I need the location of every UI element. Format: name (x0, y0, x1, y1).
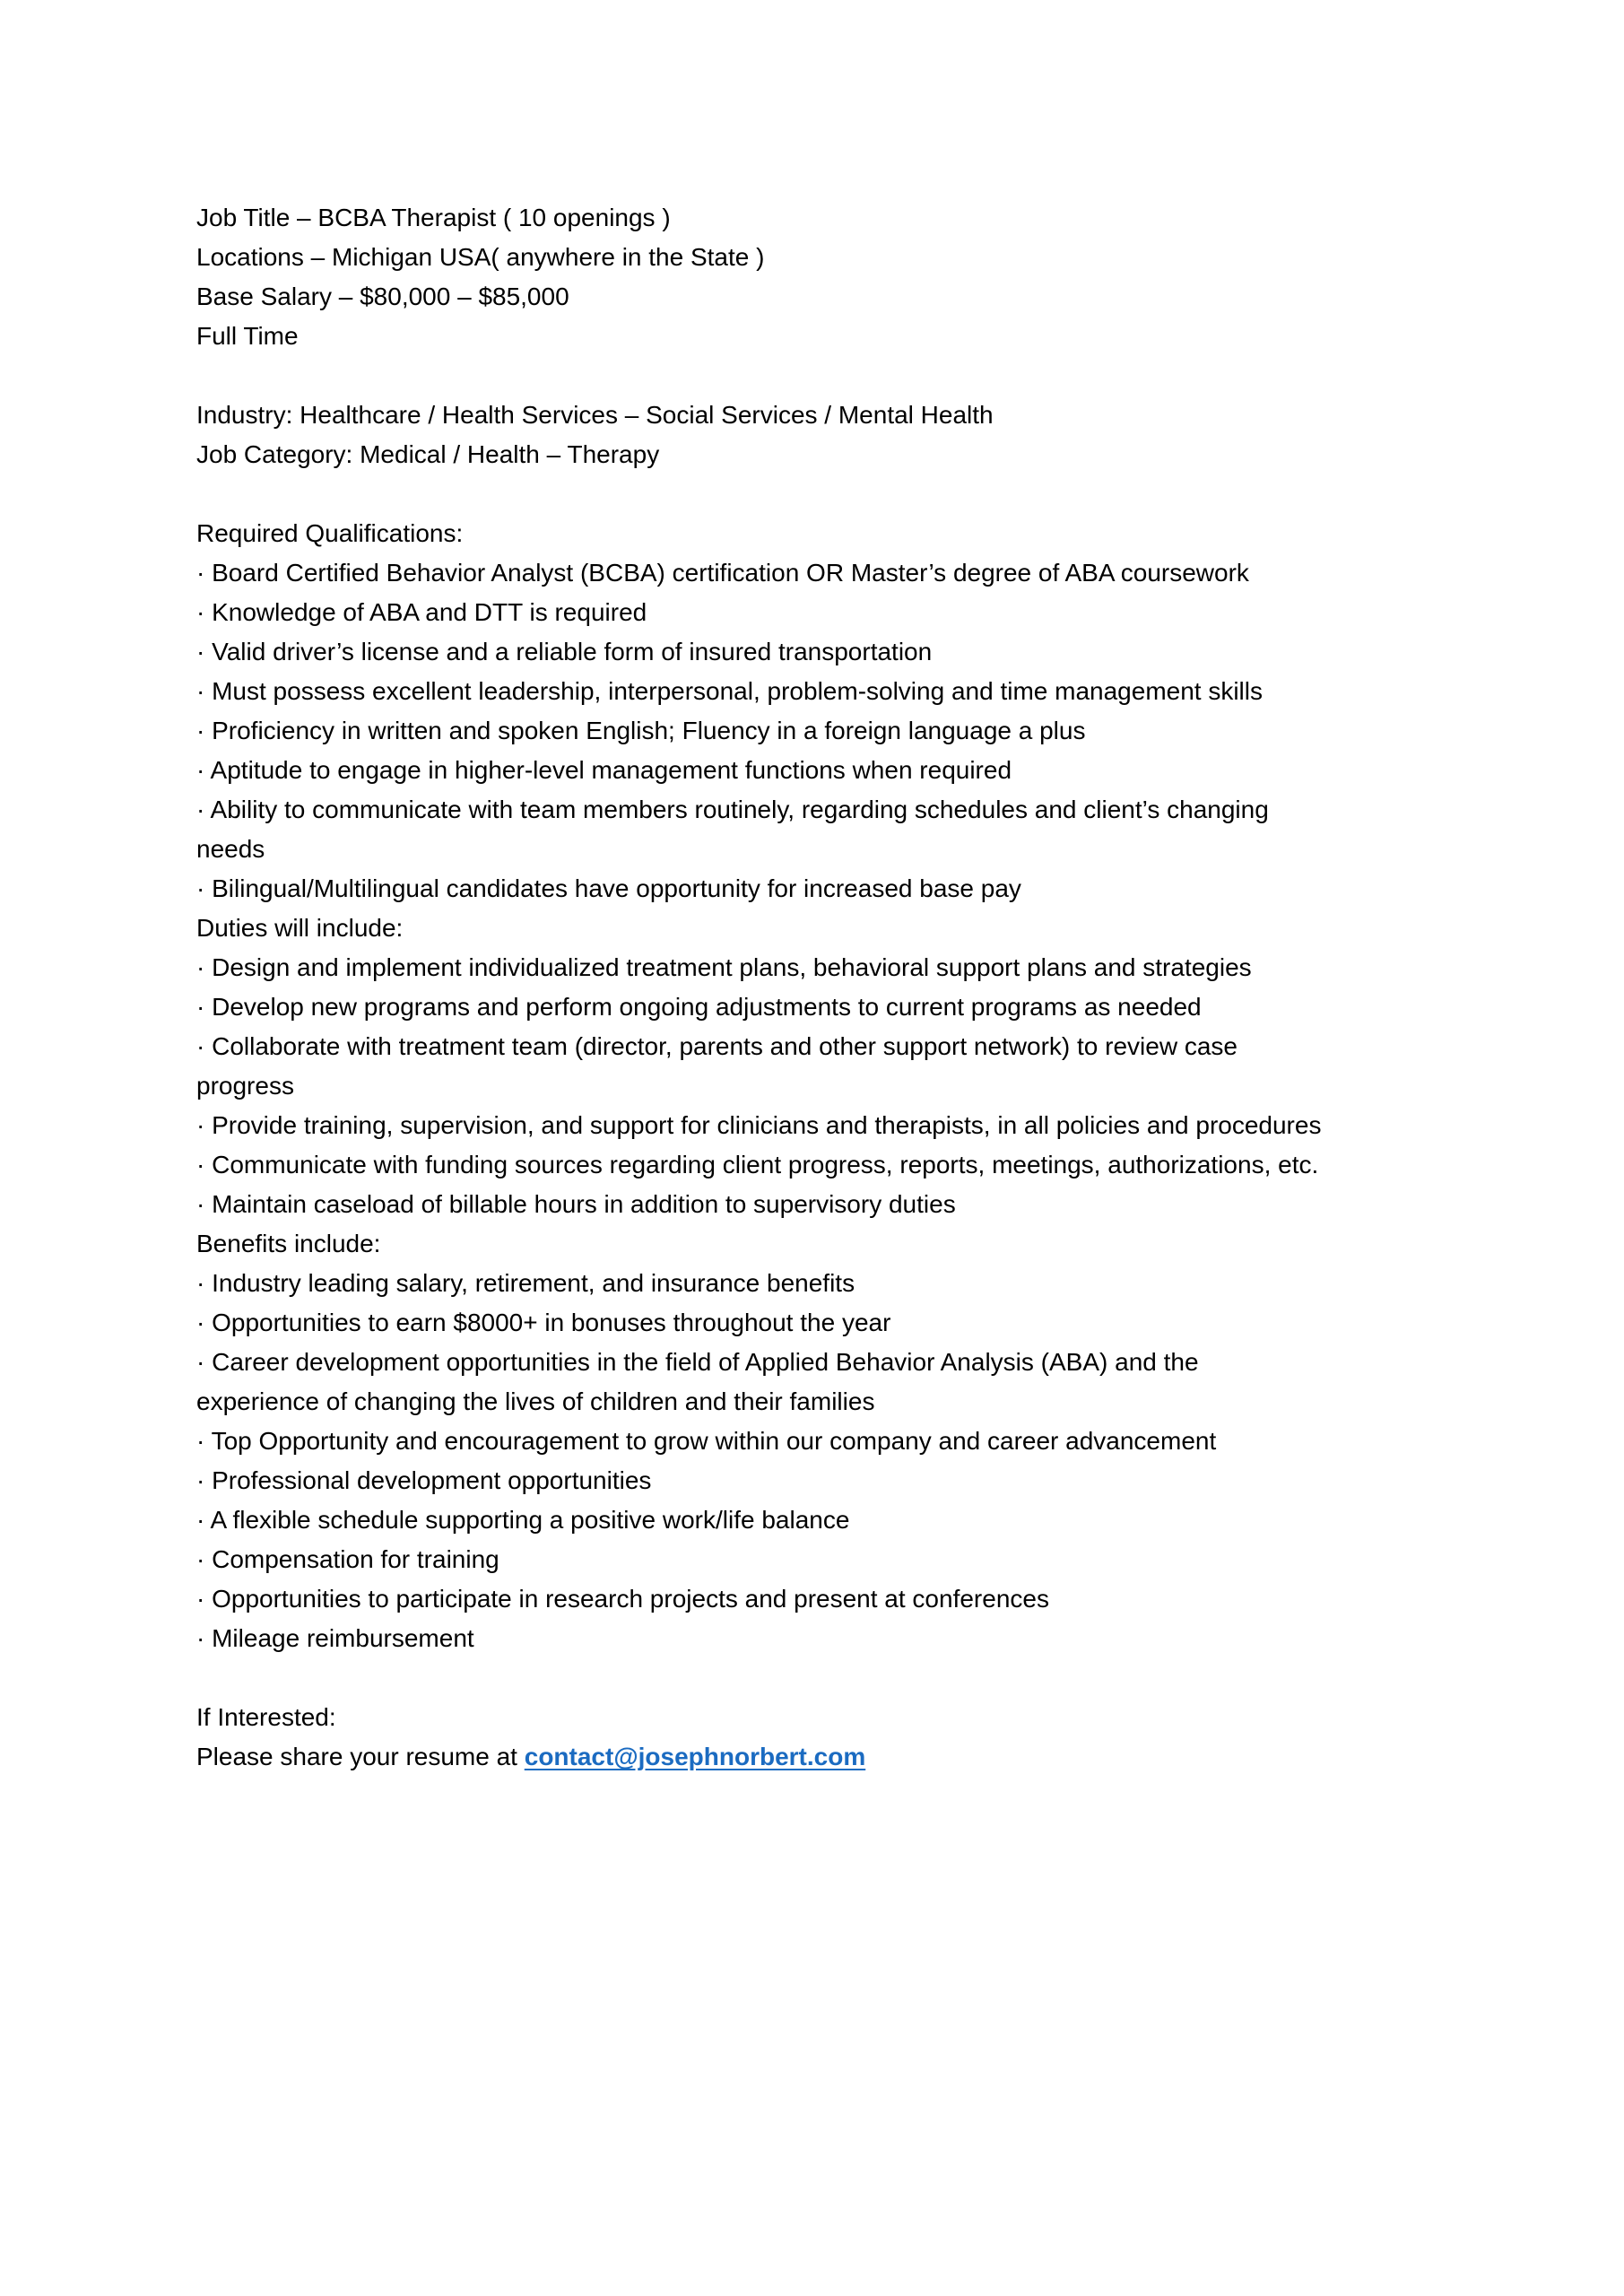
document-line: · Valid driver’s license and a reliable form of insured transportation (196, 638, 933, 665)
document-line: · Opportunities to participate in research projects and present at conferences (196, 1585, 1049, 1613)
document-line: Required Qualifications: (196, 519, 464, 547)
document-line: · Proficiency in written and spoken English; Fluency in a foreign language a plus (196, 717, 1086, 744)
document-line: · Opportunities to earn $8000+ in bonuses throughout the year (196, 1309, 891, 1336)
document-line: If Interested: (196, 1703, 336, 1731)
document-line: · A flexible schedule supporting a positive work/life balance (196, 1506, 850, 1534)
document-line: Industry: Healthcare / Health Services – Social Services / Mental Health (196, 401, 994, 429)
document-line: · Board Certified Behavior Analyst (BCBA) certification OR Master’s degree of ABA coursework (196, 559, 1249, 587)
document-line: Job Title – BCBA Therapist ( 10 openings ) (196, 204, 671, 231)
document-line: · Top Opportunity and encouragement to grow within our company and career advancement (196, 1427, 1217, 1455)
document-line: · Provide training, supervision, and support for clinicians and therapists, in all policies and procedures (196, 1111, 1322, 1139)
document-line: · Compensation for training (196, 1545, 499, 1573)
document-line: · Communicate with funding sources regarding client progress, reports, meetings, authorizations, etc. (196, 1151, 1319, 1178)
blank-line (196, 356, 1438, 396)
document-line: Benefits include: (196, 1230, 381, 1257)
document-line: · Industry leading salary, retirement, and insurance benefits (196, 1269, 855, 1297)
document-line: needs (196, 835, 265, 863)
document-line: · Develop new programs and perform ongoing adjustments to current programs as needed (196, 993, 1202, 1021)
blank-line (196, 1658, 1438, 1698)
email-link[interactable]: contact@josephnorbert.com (524, 1743, 866, 1770)
document-line: progress (196, 1072, 294, 1100)
document-line: · Maintain caseload of billable hours in addition to supervisory duties (196, 1190, 956, 1218)
document-line: · Career development opportunities in the field of Applied Behavior Analysis (ABA) and the (196, 1348, 1199, 1376)
document-line: · Must possess excellent leadership, interpersonal, problem-solving and time management skills (196, 677, 1264, 705)
document-line: Locations – Michigan USA( anywhere in the State ) (196, 243, 765, 271)
document-page (196, 198, 1438, 1777)
document-line: · Design and implement individualized treatment plans, behavioral support plans and strategies (196, 953, 1252, 981)
document-line (196, 1737, 1438, 1777)
document-line: Full Time (196, 322, 299, 350)
document-line: · Aptitude to engage in higher-level management functions when required (196, 756, 1012, 784)
document-line: · Bilingual/Multilingual candidates have opportunity for increased base pay (196, 874, 1021, 902)
blank-line (196, 474, 1438, 514)
document-line: Job Category: Medical / Health – Therapy (196, 440, 660, 468)
document-line: · Mileage reimbursement (196, 1624, 474, 1652)
document-line: · Ability to communicate with team members routinely, regarding schedules and client’s changing (196, 796, 1269, 823)
line-text: Please share your resume at (196, 1743, 525, 1770)
document-line: experience of changing the lives of children and their families (196, 1387, 875, 1415)
document-line: Base Salary – $80,000 – $85,000 (196, 283, 569, 310)
document-line: · Professional development opportunities (196, 1466, 652, 1494)
document-line: · Collaborate with treatment team (director, parents and other support network) to review case (196, 1032, 1238, 1060)
document-line: · Knowledge of ABA and DTT is required (196, 598, 647, 626)
document-line: Duties will include: (196, 914, 404, 942)
